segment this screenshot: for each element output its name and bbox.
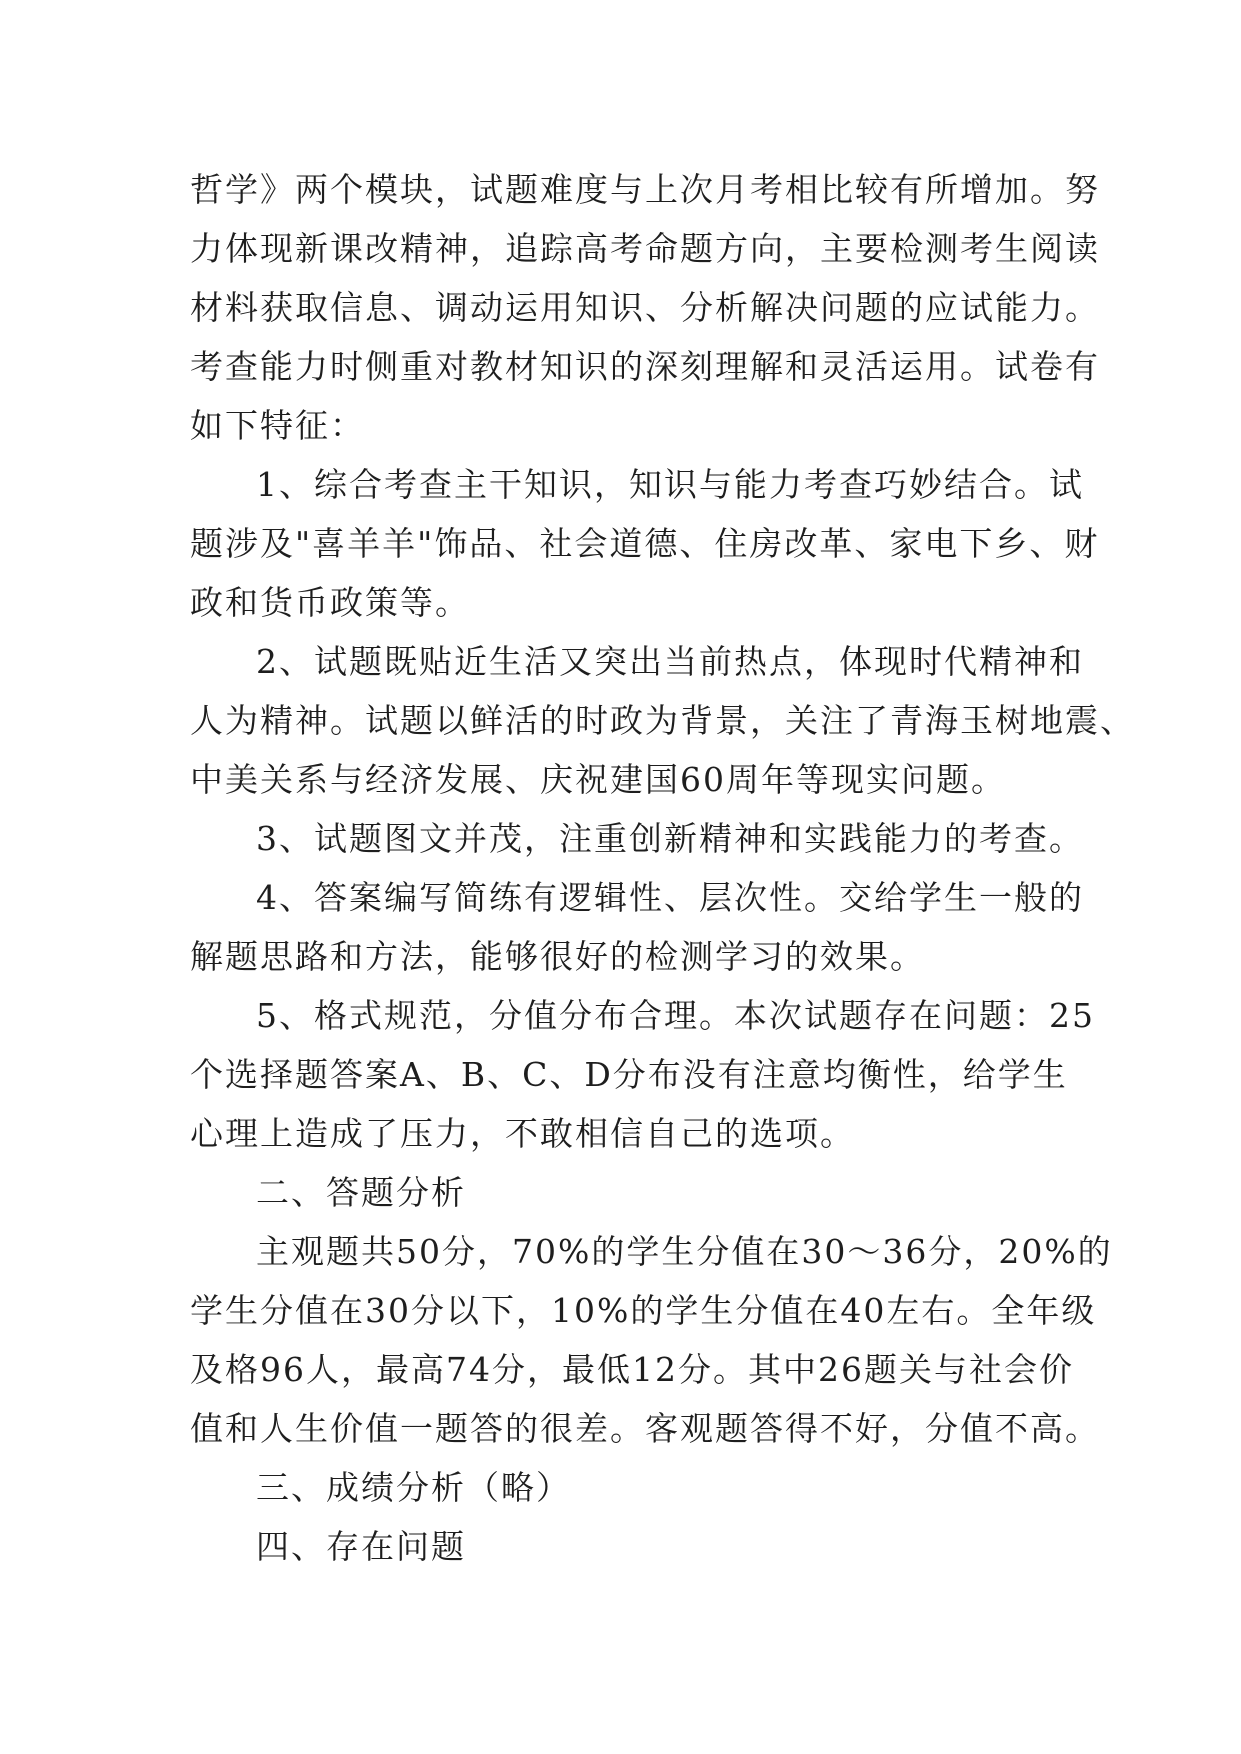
text-line: 如下特征： — [190, 406, 365, 445]
text-line: 材料获取信息、调动运用知识、分析解决问题的应试能力。 — [190, 288, 1100, 327]
text-line: 值和人生价值一题答的很差。客观题答得不好，分值不高。 — [190, 1409, 1100, 1448]
list-item-2: 2、试题既贴近生活又突出当前热点，体现时代精神和 — [256, 642, 1084, 681]
section-heading: 四、存在问题 — [256, 1527, 466, 1566]
text-line: 题涉及"喜羊羊"饰品、社会道德、住房改革、家电下乡、财 — [190, 524, 1100, 563]
section-heading: 二、答题分析 — [256, 1173, 466, 1212]
list-item-1: 1、综合考查主干知识，知识与能力考查巧妙结合。试 — [256, 465, 1084, 504]
list-item-4: 4、答案编写简练有逻辑性、层次性。交给学生一般的 — [256, 878, 1084, 917]
section-heading: 三、成绩分析（略） — [256, 1468, 571, 1507]
text-line: 考查能力时侧重对教材知识的深刻理解和灵活运用。试卷有 — [190, 347, 1100, 386]
list-item-3: 3、试题图文并茂，注重创新精神和实践能力的考查。 — [256, 819, 1084, 858]
list-item-5: 5、格式规范，分值分布合理。本次试题存在问题：25 — [256, 996, 1095, 1035]
text-line: 中美关系与经济发展、庆祝建国60周年等现实问题。 — [190, 760, 1006, 799]
text-line: 心理上造成了压力，不敢相信自己的选项。 — [190, 1114, 855, 1153]
text-line: 人为精神。试题以鲜活的时政为背景，关注了青海玉树地震、 — [190, 701, 1135, 740]
text-line: 个选择题答案A、B、C、D分布没有注意均衡性，给学生 — [190, 1055, 1068, 1094]
text-line: 学生分值在30分以下，10%的学生分值在40左右。全年级 — [190, 1291, 1097, 1330]
document-body — [190, 160, 1135, 1576]
text-line: 及格96人，最高74分，最低12分。其中26题关与社会价 — [190, 1350, 1074, 1389]
text-line: 解题思路和方法，能够很好的检测学习的效果。 — [190, 937, 925, 976]
paragraph-start: 主观题共50分，70%的学生分值在30～36分，20%的 — [256, 1232, 1113, 1271]
text-line: 政和货币政策等。 — [190, 583, 470, 622]
text-line: 力体现新课改精神，追踪高考命题方向，主要检测考生阅读 — [190, 229, 1100, 268]
text-line: 哲学》两个模块，试题难度与上次月考相比较有所增加。努 — [190, 170, 1100, 209]
